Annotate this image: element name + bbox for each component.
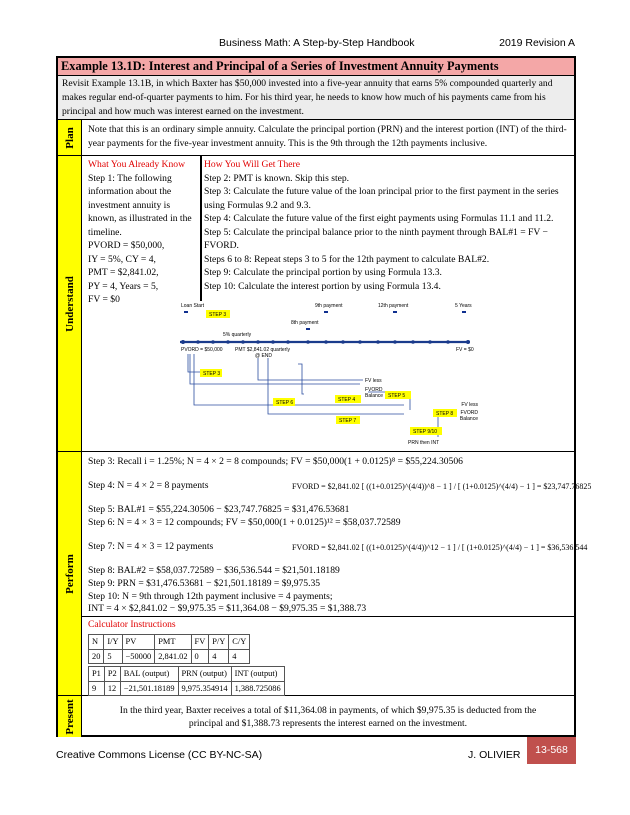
calc-table-1 <box>88 634 250 664</box>
understand-label: Understand <box>63 275 76 332</box>
plan-label-bar <box>58 120 82 156</box>
understand-section <box>82 156 574 452</box>
timeline-fvord-1: FVORD <box>365 387 383 393</box>
perform-step7-formula: FVORD = $2,841.02 [ ((1+0.0125)^(4/4))^12 − 1 ] / [ (1+0.0125)^(4/4) − 1 ] = $36,536.544 <box>292 543 588 552</box>
timeline-pmt: PMT $2,841.02 quarterly <box>235 347 290 353</box>
table-cell: I/Y <box>104 635 122 650</box>
known-value: PMT = $2,841.02, <box>88 267 159 278</box>
license-text: Creative Commons License (CC BY-NC-SA) <box>56 749 263 761</box>
timeline-step910: STEP 9/10 <box>413 429 438 435</box>
table-cell: BAL (output) <box>120 667 178 682</box>
perform-step6: Step 6: N = 4 × 3 = 12 compounds; FV = $50,000(1 + 0.0125)¹² = $58,037.72589 <box>88 517 401 528</box>
how-column <box>204 158 572 293</box>
timeline-step4: STEP 4 <box>338 397 356 403</box>
how-step: Steps 6 to 8: Repeat steps 3 to 5 for the 12th payment to calculate BAL#2. <box>204 253 490 265</box>
example-box <box>56 56 592 737</box>
table-cell: −21,501.18189 <box>120 681 178 696</box>
table-cell: N <box>89 635 104 650</box>
table-cell: P2 <box>104 667 120 682</box>
timeline-fv-less-2: FV less <box>461 402 478 408</box>
perform-step10: Step 10: N = 9th through 12th payment inclusive = 4 payments; <box>88 591 333 602</box>
perform-step3: Step 3: Recall i = 1.25%; N = 4 × 2 = 8 compounds; FV = $50,000(1 + 0.0125)⁸ = $55,224.30506 <box>88 456 463 467</box>
table-cell: −50000 <box>122 649 155 664</box>
table-row <box>89 635 250 650</box>
timeline-fvord-2: FVORD <box>460 410 478 416</box>
known-value: PY = 4, Years = 5, <box>88 280 159 292</box>
table-cell: C/Y <box>229 635 250 650</box>
known-value: PVORD = $50,000, <box>88 240 165 251</box>
timeline-loan-start: Loan Start <box>181 303 205 309</box>
table-cell: P/Y <box>209 635 229 650</box>
timeline-step8: STEP 8 <box>436 411 454 417</box>
table-cell: 0 <box>191 649 209 664</box>
timeline-balance-1: Balance <box>365 393 384 399</box>
table-cell: PRN (output) <box>178 667 231 682</box>
table-cell: 2,841.02 <box>155 649 191 664</box>
timeline-diagram <box>178 302 478 450</box>
known-column <box>88 158 198 307</box>
known-value: IY = 5%, CY = 4, <box>88 253 156 265</box>
timeline-step5: STEP 5 <box>388 393 406 399</box>
table-row <box>89 681 285 696</box>
table-row <box>89 649 250 664</box>
timeline-pv: PVORD = $50,000 <box>181 347 223 353</box>
understand-label-bar <box>58 156 82 452</box>
timeline-fv: FV = $0 <box>456 347 474 353</box>
perform-step7-label: Step 7: N = 4 × 3 = 12 payments <box>88 541 214 552</box>
how-step: Step 3: Calculate the future value of the loan principal prior to the first payment in the series using Formulas 9.2 and 9.3. <box>204 186 559 211</box>
book-title: Business Math: A Step-by-Step Handbook <box>219 37 415 49</box>
revision-label: 2019 Revision A <box>499 37 575 49</box>
table-cell: PMT <box>155 635 191 650</box>
column-divider <box>200 156 202 301</box>
present-section <box>82 696 574 737</box>
page-header <box>0 37 630 51</box>
table-cell: 9 <box>89 681 105 696</box>
example-intro: Revisit Example 13.1B, in which Baxter has $50,000 invested into a five-year annuity that earns 5% compounded quarterly and makes regular end-of-quarter payments to him. For his third year, he needs to know how much of his payments came from his principal and how much was interest earned on the investment. <box>58 76 574 120</box>
table-cell: INT (output) <box>231 667 284 682</box>
known-header: What You Already Know <box>88 159 185 170</box>
timeline-end-label: @ END <box>255 353 273 359</box>
timeline-prn-int: PRN then INT <box>408 440 440 446</box>
table-cell: 1,388.725086 <box>231 681 284 696</box>
perform-step5: Step 5: BAL#1 = $55,224.30506 − $23,747.76825 = $31,476.53681 <box>88 504 350 515</box>
present-label-bar <box>58 696 82 737</box>
timeline-fv-less-1: FV less <box>365 378 382 384</box>
calc-table-2 <box>88 666 285 696</box>
how-step: Step 9: Calculate the principal portion by using Formula 13.3. <box>204 267 442 278</box>
perform-step8: Step 8: BAL#2 = $58,037.72589 − $36,536.544 = $21,501.18189 <box>88 565 340 576</box>
plan-label: Plan <box>63 126 76 149</box>
timeline-ninth: 9th payment <box>315 303 343 309</box>
how-header: How You Will Get There <box>204 159 300 170</box>
table-cell: 9,975.354914 <box>178 681 231 696</box>
timeline-rate: 5% quarterly <box>223 332 252 338</box>
page-footer <box>56 745 576 765</box>
timeline-step3: STEP 3 <box>209 312 227 318</box>
table-cell: 12 <box>104 681 120 696</box>
perform-step4-label: Step 4: N = 4 × 2 = 8 payments <box>88 480 209 491</box>
example-title: Example 13.1D: Interest and Principal of a Series of Investment Annuity Payments <box>58 58 574 76</box>
perform-step4-formula: FVORD = $2,841.02 [ ((1+0.0125)^(4/4))^8 − 1 ] / [ (1+0.0125)^(4/4) − 1 ] = $23,747.76825 <box>292 482 592 491</box>
table-cell: FV <box>191 635 209 650</box>
page-number: 13-568 <box>527 737 576 764</box>
perform-section <box>82 452 592 696</box>
timeline-end: 5 Years <box>455 303 472 309</box>
how-step: Step 5: Calculate the principal balance prior to the ninth payment through BAL#1 = FV − FVORD. <box>204 226 548 251</box>
timeline-step6: STEP 6 <box>276 400 294 406</box>
how-step: Step 10: Calculate the interest portion by using Formula 13.4. <box>204 280 441 292</box>
table-cell: 20 <box>89 649 104 664</box>
timeline-balance-2: Balance <box>459 416 478 422</box>
table-cell: PV <box>122 635 155 650</box>
table-cell: P1 <box>89 667 105 682</box>
present-text: In the third year, Baxter receives a total of $11,364.08 in payments, of which $9,975.35 is deducted from the principal and $1,388.73 represents the interest earned on the investment. <box>119 705 537 729</box>
timeline-eighth: 8th payment <box>291 320 319 326</box>
timeline-twelfth: 12th payment <box>378 303 409 309</box>
calc-header: Calculator Instructions <box>88 619 176 630</box>
present-label: Present <box>63 698 76 735</box>
table-cell: 4 <box>209 649 229 664</box>
how-step: Step 2: PMT is known. Skip this step. <box>204 172 350 184</box>
how-step: Step 4: Calculate the future value of the first eight payments using Formulas 11.1 and 11.2. <box>204 213 554 224</box>
known-intro: Step 1: The following information about the investment annuity is known, as illustrated in the timeline. <box>88 172 192 238</box>
timeline-step7: STEP 7 <box>339 418 357 424</box>
table-cell: 5 <box>104 649 122 664</box>
plan-section <box>82 120 574 156</box>
author-name: J. OLIVIER <box>468 749 521 761</box>
table-row <box>89 667 285 682</box>
timeline-step3b: STEP 3 <box>203 371 221 377</box>
calc-divider <box>82 616 574 617</box>
perform-label-bar <box>58 452 82 696</box>
known-value: FV = $0 <box>88 294 120 305</box>
perform-int-line: INT = 4 × $2,841.02 − $9,975.35 = $11,364.08 − $9,975.35 = $1,388.73 <box>88 603 367 614</box>
perform-step9: Step 9: PRN = $31,476.53681 − $21,501.18189 = $9,975.35 <box>88 578 321 589</box>
table-cell: 4 <box>229 649 250 664</box>
perform-label: Perform <box>63 553 76 594</box>
plan-text: Note that this is an ordinary simple annuity. Calculate the principal portion (PRN) and the interest portion (INT) of the third-year payments for the five-year investment annuity. This is the 9th through the 12th payments inclusive. <box>88 124 567 149</box>
